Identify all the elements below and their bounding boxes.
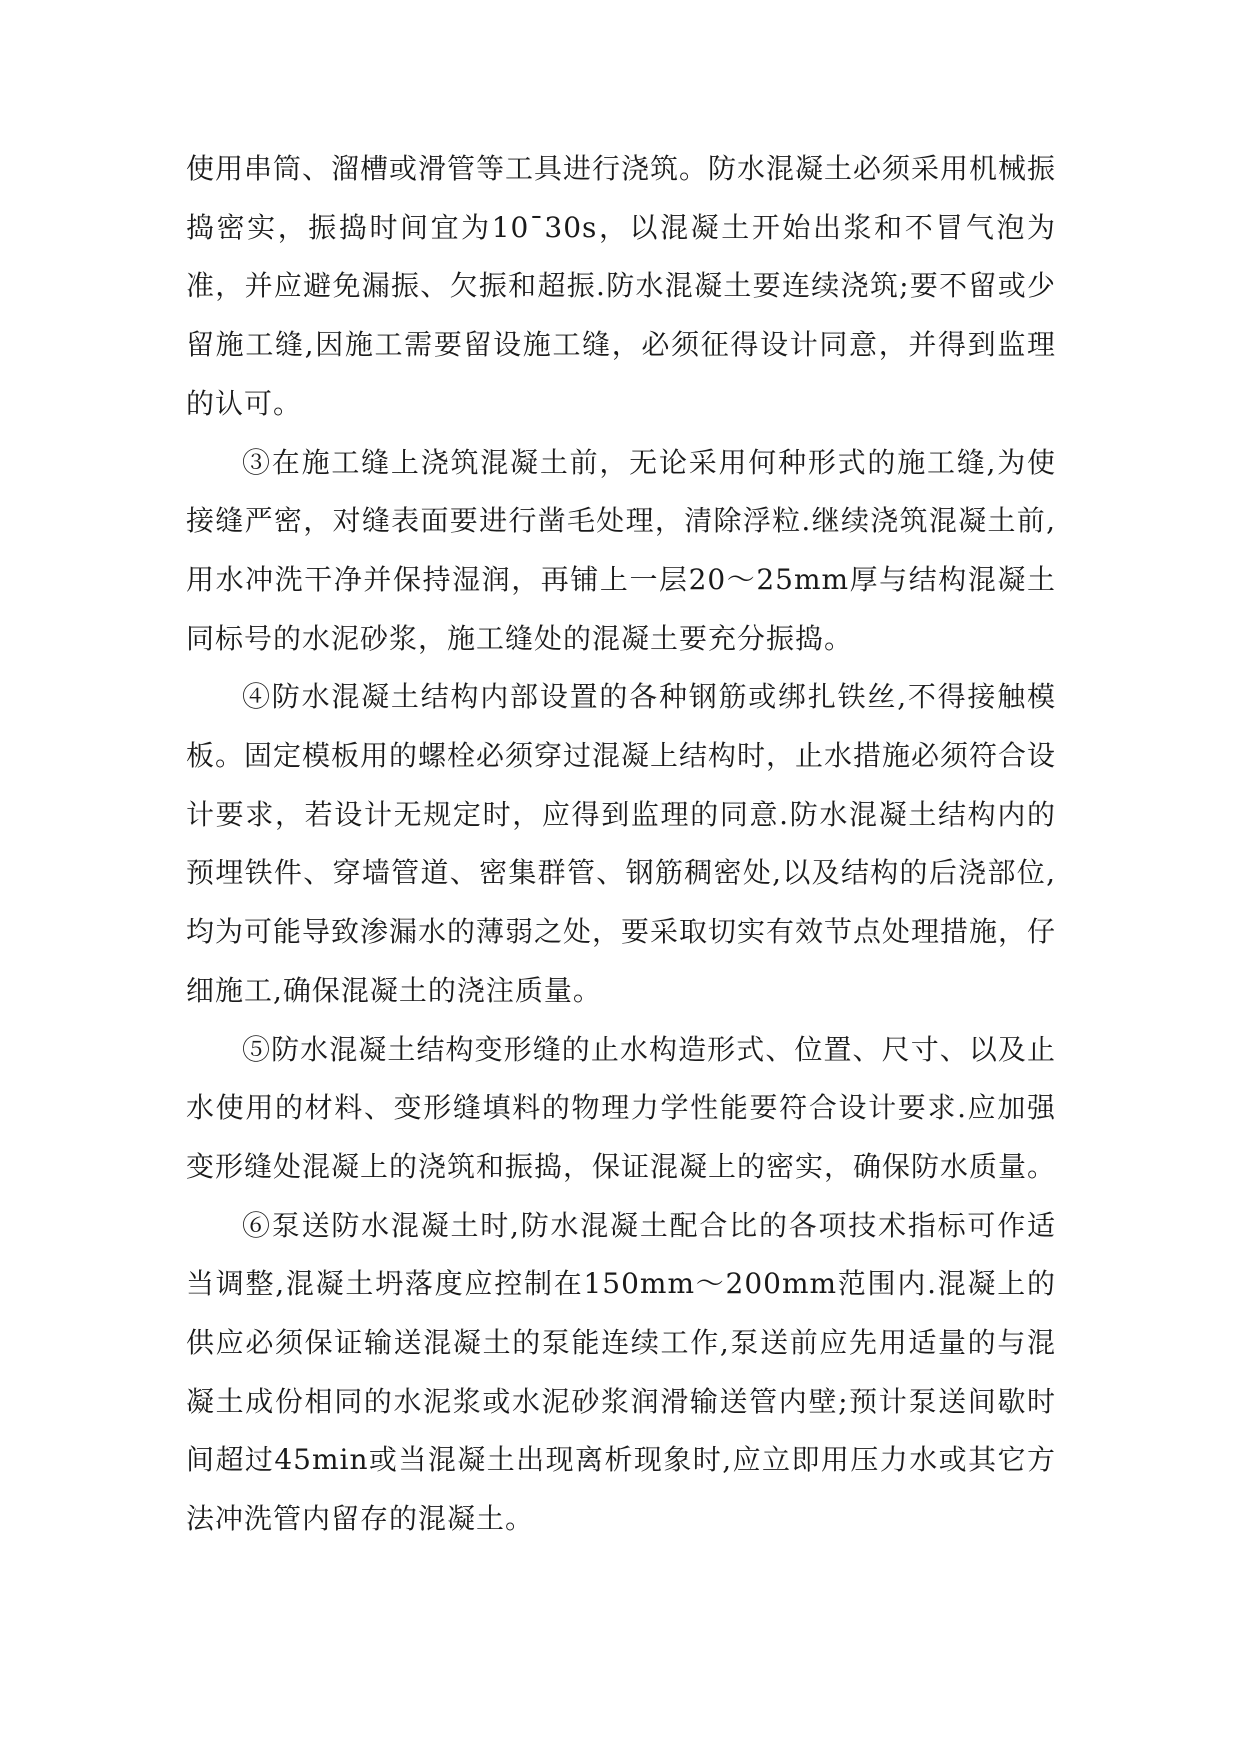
paragraph-5: ⑥泵送防水混凝土时,防水混凝土配合比的各项技术指标可作适当调整,混凝土坍落度应控制在150mm～200mm范围内.混凝上的供应必须保证输送混凝土的泵能连续工作,泵送前应先用适量的与混凝土成份相同的水泥浆或水泥砂浆润滑输送管内壁;预计泵送间歇时间超过45min或当混凝土出现离析现象时,应立即用压力水或其它方法冲洗管内留存的混凝土。: [186, 1208, 1056, 1536]
paragraph-1: 使用串筒、溜槽或滑管等工具进行浇筑。防水混凝土必须采用机械振捣密实，振捣时间宜为10¯30s，以混凝土开始出浆和不冒气泡为准，并应避免漏振、欠振和超振.防水混凝土要连续浇筑;要不留或少留施工缝,因施工需要留设施工缝，必须征得设计同意，并得到监理的认可。: [186, 152, 1057, 420]
paragraph-2: ③在施工缝上浇筑混凝土前，无论采用何种形式的施工缝,为使接缝严密，对缝表面要进行凿毛处理，清除浮粒.继续浇筑混凝土前,用水冲洗干净并保持湿润，再铺上一层20～25mm厚与结构混凝土同标号的水泥砂浆，施工缝处的混凝土要充分振捣。: [186, 445, 1056, 655]
body-text: [186, 140, 1056, 1549]
paragraph-3: ④防水混凝土结构内部设置的各种钢筋或绑扎铁丝,不得接触模板。固定模板用的螺栓必须穿过混凝上结构时，止水措施必须符合设计要求，若设计无规定时，应得到监理的同意.防水混凝土结构内的预埋铁件、穿墙管道、密集群管、钢筋稠密处,以及结构的后浇部位,均为可能导致渗漏水的薄弱之处，要采取切实有效节点处理措施，仔细施工,确保混凝土的浇注质量。: [186, 680, 1057, 1007]
paragraph-4: ⑤防水混凝土结构变形缝的止水构造形式、位置、尺寸、以及止水使用的材料、变形缝填料的物理力学性能要符合设计要求.应加强变形缝处混凝上的浇筑和振捣，保证混凝上的密实，确保防水质量。: [186, 1032, 1057, 1183]
